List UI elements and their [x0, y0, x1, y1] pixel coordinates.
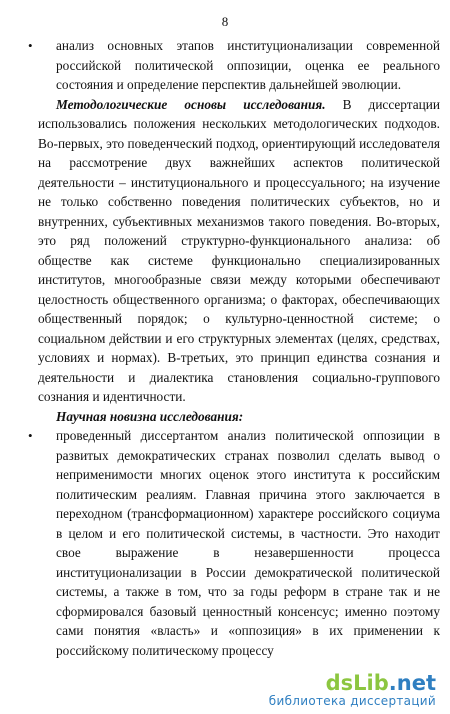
watermark — [269, 672, 436, 708]
bullet-text: проведенный диссертантом анализ политической оппозиции в развитых демократических странах позволил сделать вывод о неприменимости многих оценок этого института к российским политическим реалиям. Главная причина этого заключается в переходном (трансформационном) характере российского социума в целом и его политической системы, в частности. Это находит свое выражение в незавершенности процесса институционализации в России демократической политической системы, а также в том, что за годы реформ в стране так и не сформировался базовый ценностный консенсус; именно поэтому сами понятия «власть» и «оппозиция» в их применении к российскому политическому процессу — [56, 428, 440, 658]
bullet-item-objective — [28, 36, 440, 95]
section-heading-novelty: Научная новизна исследования: — [56, 408, 244, 424]
watermark-logo: dsLib.net — [325, 671, 436, 695]
document-body — [28, 36, 440, 660]
novelty-heading-paragraph — [38, 407, 440, 427]
methodology-paragraph — [38, 95, 440, 407]
watermark-subtitle: библиотека диссертаций — [268, 694, 436, 708]
bullet-text: анализ основных этапов институционализации современной российской политической оппозиции, оценка ее реального состояния и определение перспектив дальнейшей эволюции. — [56, 38, 440, 92]
page-number: 8 — [221, 14, 229, 29]
bullet-icon: • — [28, 428, 33, 443]
bullet-icon: • — [28, 38, 33, 53]
bullet-item-novelty — [28, 426, 440, 660]
paragraph-text: В диссертации использовались положения нескольких методологических подходов. Во-первых, это поведенческий подход, ориентирующий исследователя на рассмотрение двух важнейших аспектов политической деятельности – институционального и процессуального; на изучение не только собственно поведения политических субъектов, но и внутренних, субъективных механизмов такого поведения. Во-вторых, это ряд положений структурно-функционального анализа: об обществе как системе функционально специализированных институтов, многообразные связи между которыми обеспечивают целостность общественного организма; о факторах, обеспечивающих общественный порядок; о культурно-ценностной системе; о социальном действии и его структурных элементах (целях, средствах, условиях и нормах). В-третьих, это принцип единства сознания и деятельности и диалектика становления социально-группового сознания и идентичности. — [38, 96, 440, 404]
section-heading-methodology: Методологические основы исследования. — [56, 96, 326, 112]
